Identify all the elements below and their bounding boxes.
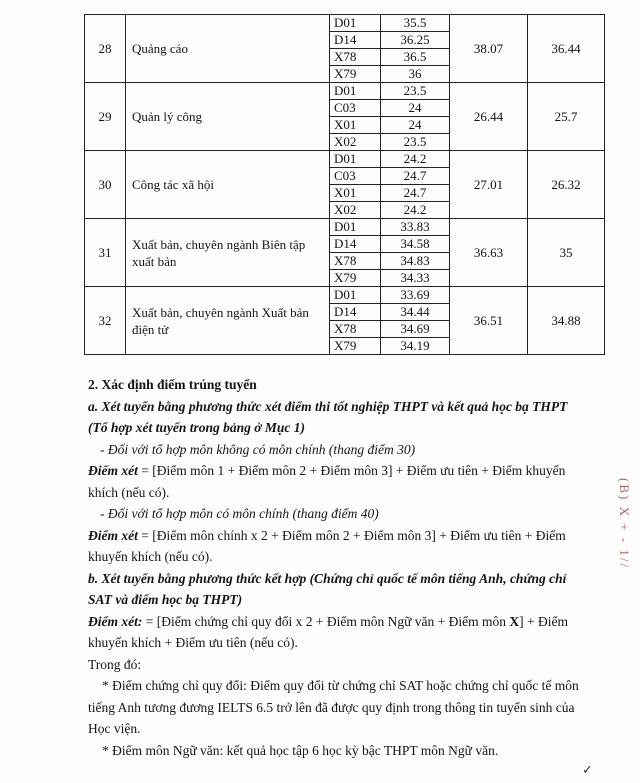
method-b-title: b. Xét tuyển bằng phương thức kết hợp (Chứng chỉ quốc tế môn tiếng Anh, chứng chỉ SAT và điểm học bạ THPT) <box>88 570 567 607</box>
formula1-label: Điểm xét <box>88 463 138 478</box>
score-column-2: 34.88 <box>528 287 605 355</box>
subject-combo: D14 <box>330 236 381 253</box>
table-row <box>85 219 605 236</box>
score-column-1: 36.63 <box>450 219 528 287</box>
formula2-body: = [Điểm môn chính x 2 + Điểm môn 2 + Điểm môn 3] + Điểm ưu tiên + Điểm khuyến khích (nếu có). <box>88 527 566 564</box>
admission-criteria-section <box>88 374 588 761</box>
method-a-case2: - Đối với tổ hợp môn có môn chính (thang điểm 40) <box>100 506 379 521</box>
row-number: 32 <box>85 287 126 355</box>
subject-combo: X02 <box>330 134 381 151</box>
combo-score: 24.7 <box>381 168 450 185</box>
method-a-title: a. Xét tuyển bằng phương thức xét điểm thi tốt nghiệp THPT và kết quả học bạ THPT (Tổ hợp xét tuyển trong bảng ở Mục 1) <box>88 398 568 435</box>
score-column-2: 26.32 <box>528 151 605 219</box>
subject-combo: D14 <box>330 304 381 321</box>
combo-score: 35.5 <box>381 15 450 32</box>
combo-score: 36 <box>381 66 450 83</box>
subject-combo: X79 <box>330 66 381 83</box>
formula-b-label: Điểm xét: <box>88 613 143 629</box>
score-column-2: 36.44 <box>528 15 605 83</box>
subject-combo: C03 <box>330 168 381 185</box>
formula-b-post: ] + Điểm khuyến khích + Điểm ưu tiên (nếu có). <box>88 613 569 650</box>
combo-score: 34.44 <box>381 304 450 321</box>
combo-score: 34.33 <box>381 270 450 287</box>
combo-score: 23.5 <box>381 134 450 151</box>
method-a-formula1 <box>88 460 588 503</box>
combo-score: 34.69 <box>381 321 450 338</box>
combo-score: 36.25 <box>381 32 450 49</box>
major-name: Quảng cáo <box>126 15 330 83</box>
handwritten-margin-note: (B) X + - 1// <box>617 478 632 570</box>
combo-score: 24 <box>381 117 450 134</box>
score-column-1: 38.07 <box>450 15 528 83</box>
subject-combo: X78 <box>330 49 381 66</box>
score-column-2: 25.7 <box>528 83 605 151</box>
combo-score: 34.58 <box>381 236 450 253</box>
subject-combo: D01 <box>330 287 381 304</box>
subject-combo: D01 <box>330 151 381 168</box>
subject-combo: C03 <box>330 100 381 117</box>
combo-score: 23.5 <box>381 83 450 100</box>
row-number: 28 <box>85 15 126 83</box>
method-b-formula <box>88 611 588 654</box>
method-a-formula2 <box>88 525 588 568</box>
formula1-body: = [Điểm môn 1 + Điểm môn 2 + Điểm môn 3] + Điểm ưu tiên + Điểm khuyến khích (nếu có). <box>88 463 566 500</box>
subject-combo: D01 <box>330 83 381 100</box>
major-name: Xuất bản, chuyên ngành Xuất bản điện tử <box>126 287 330 355</box>
subject-combo: X78 <box>330 253 381 270</box>
major-name: Quản lý công <box>126 83 330 151</box>
table-row <box>85 151 605 168</box>
major-name: Công tác xã hội <box>126 151 330 219</box>
combo-score: 24 <box>381 100 450 117</box>
formula-b-pre: = [Điểm chứng chỉ quy đổi x 2 + Điểm môn Ngữ văn + Điểm môn <box>142 613 510 629</box>
row-number: 31 <box>85 219 126 287</box>
method-a-case1: - Đối với tổ hợp môn không có môn chính (thang điểm 30) <box>100 441 416 457</box>
row-number: 29 <box>85 83 126 151</box>
combo-score: 24.7 <box>381 185 450 202</box>
combo-score: 33.83 <box>381 219 450 236</box>
score-column-2: 35 <box>528 219 605 287</box>
handwritten-initial: ✓ <box>582 762 593 777</box>
section-heading: 2. Xác định điểm trúng tuyển <box>88 377 257 392</box>
combo-score: 33.69 <box>381 287 450 304</box>
subject-combo: X79 <box>330 338 381 355</box>
table-row <box>85 83 605 100</box>
subject-combo: X02 <box>330 202 381 219</box>
where-label: Trong đó: <box>88 656 142 672</box>
score-column-1: 36.51 <box>450 287 528 355</box>
subject-combo: X78 <box>330 321 381 338</box>
major-name: Xuất bản, chuyên ngành Biên tập xuất bản <box>126 219 330 287</box>
subject-combo: X79 <box>330 270 381 287</box>
combo-score: 34.83 <box>381 253 450 270</box>
subject-combo: X01 <box>330 117 381 134</box>
table-row <box>85 287 605 304</box>
note-certificate: * Điểm chứng chỉ quy đổi: Điểm quy đổi từ chứng chỉ SAT hoặc chứng chỉ quốc tế môn tiếng Anh tương đương IELTS 6.5 trở lên đã được quy định trong thông tin tuyển sinh của Học viện. <box>88 678 579 736</box>
note-literature: * Điểm môn Ngữ văn: kết quả học tập 6 học kỳ bậc THPT môn Ngữ văn. <box>102 742 499 758</box>
combo-score: 34.19 <box>381 338 450 355</box>
formula2-label: Điểm xét <box>88 527 138 543</box>
combo-score: 36.5 <box>381 49 450 66</box>
row-number: 30 <box>85 151 126 219</box>
subject-combo: X01 <box>330 185 381 202</box>
subject-combo: D14 <box>330 32 381 49</box>
combo-score: 24.2 <box>381 151 450 168</box>
score-column-1: 26.44 <box>450 83 528 151</box>
score-column-1: 27.01 <box>450 151 528 219</box>
admission-score-table <box>84 14 605 355</box>
combo-score: 24.2 <box>381 202 450 219</box>
formula-b-x: X <box>509 613 520 629</box>
table-row <box>85 15 605 32</box>
subject-combo: D01 <box>330 219 381 236</box>
subject-combo: D01 <box>330 15 381 32</box>
